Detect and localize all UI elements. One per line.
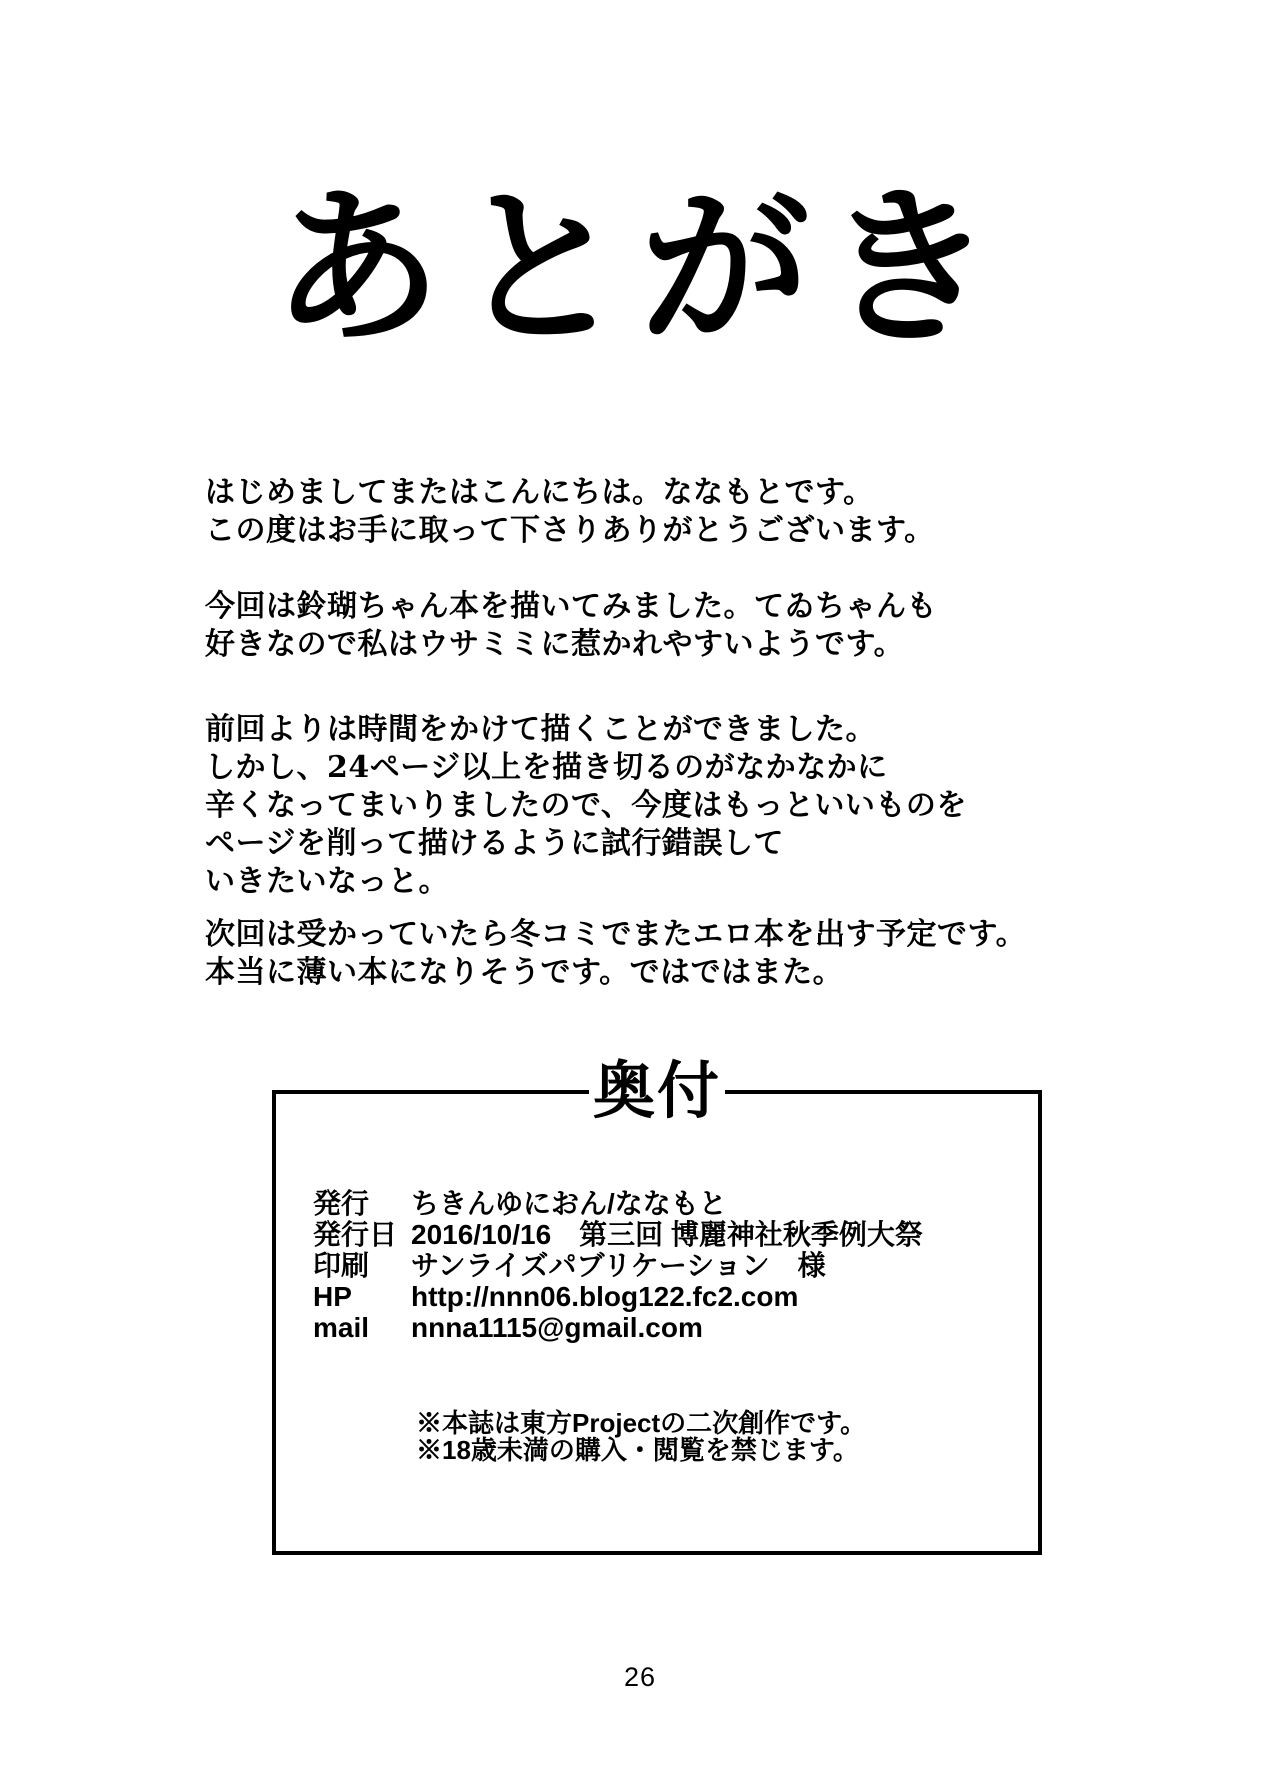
colophon-value: ちきんゆにおん/ななもと bbox=[411, 1188, 727, 1219]
paragraph-line: 辛くなってまいりましたので、今度はもっといいものを bbox=[205, 788, 967, 823]
colophon-label: mail bbox=[313, 1312, 370, 1343]
afterword-paragraph-next bbox=[205, 916, 1026, 992]
afterword-paragraph-book bbox=[205, 588, 937, 664]
paragraph-line: 前回よりは時間をかけて描くことができました。 bbox=[205, 712, 876, 747]
paragraph-line: ページを削って描けるように試行錯誤して bbox=[205, 826, 784, 861]
paragraph-line: 本当に薄い本になりそうです。ではではまた。 bbox=[205, 955, 844, 990]
colophon-label: HP bbox=[313, 1281, 352, 1312]
colophon-value-url: http://nnn06.blog122.fc2.com bbox=[411, 1281, 799, 1312]
paragraph-line: いきたいなっと。 bbox=[205, 864, 449, 899]
notice-line-age-restriction: ※18歳未満の購入・閲覧を禁じます。 bbox=[416, 1435, 859, 1465]
colophon-label: 印刷 bbox=[313, 1250, 370, 1281]
page-title: あとがき bbox=[271, 168, 1008, 368]
paragraph-line: 次回は受かっていたら冬コミでまたエロ本を出す予定です。 bbox=[205, 917, 1027, 952]
afterword-paragraph-process bbox=[205, 711, 967, 901]
colophon-row-printer bbox=[313, 1250, 923, 1281]
colophon-box bbox=[272, 1057, 1042, 1555]
paragraph-line: 今回は鈴瑚ちゃん本を描いてみました。てゐちゃんも bbox=[205, 589, 937, 624]
colophon-label: 発行日 bbox=[313, 1219, 398, 1250]
colophon-label: 発行 bbox=[313, 1188, 370, 1219]
colophon-row-publisher bbox=[313, 1188, 923, 1219]
page-number: 26 bbox=[623, 1662, 657, 1692]
colophon-notices bbox=[416, 1410, 866, 1464]
colophon-rows bbox=[313, 1188, 923, 1343]
paragraph-line: はじめましてまたはこんにちは。ななもとです。 bbox=[205, 475, 874, 510]
paragraph-line: この度はお手に取って下さりありがとうございます。 bbox=[205, 513, 935, 548]
afterword-paragraph-greeting bbox=[205, 474, 935, 550]
paragraph-line: 好きなので私はウサミミに惹かれやすいようです。 bbox=[205, 627, 905, 662]
colophon-row-mail bbox=[313, 1312, 923, 1343]
colophon-row-homepage bbox=[313, 1281, 923, 1312]
paragraph-line: しかし、24ページ以上を描き切るのがなかなかに bbox=[205, 750, 888, 785]
colophon-value: サンライズパブリケーション 様 bbox=[411, 1250, 826, 1281]
colophon-value-email: nnna1115@gmail.com bbox=[411, 1312, 703, 1343]
colophon-row-publish-date bbox=[313, 1219, 923, 1250]
colophon-value: 2016/10/16 第三回 博麗神社秋季例大祭 bbox=[411, 1219, 923, 1250]
colophon-heading: 奥付 bbox=[589, 1055, 725, 1129]
notice-line-derivative-work: ※本誌は東方Projectの二次創作です。 bbox=[416, 1408, 867, 1438]
